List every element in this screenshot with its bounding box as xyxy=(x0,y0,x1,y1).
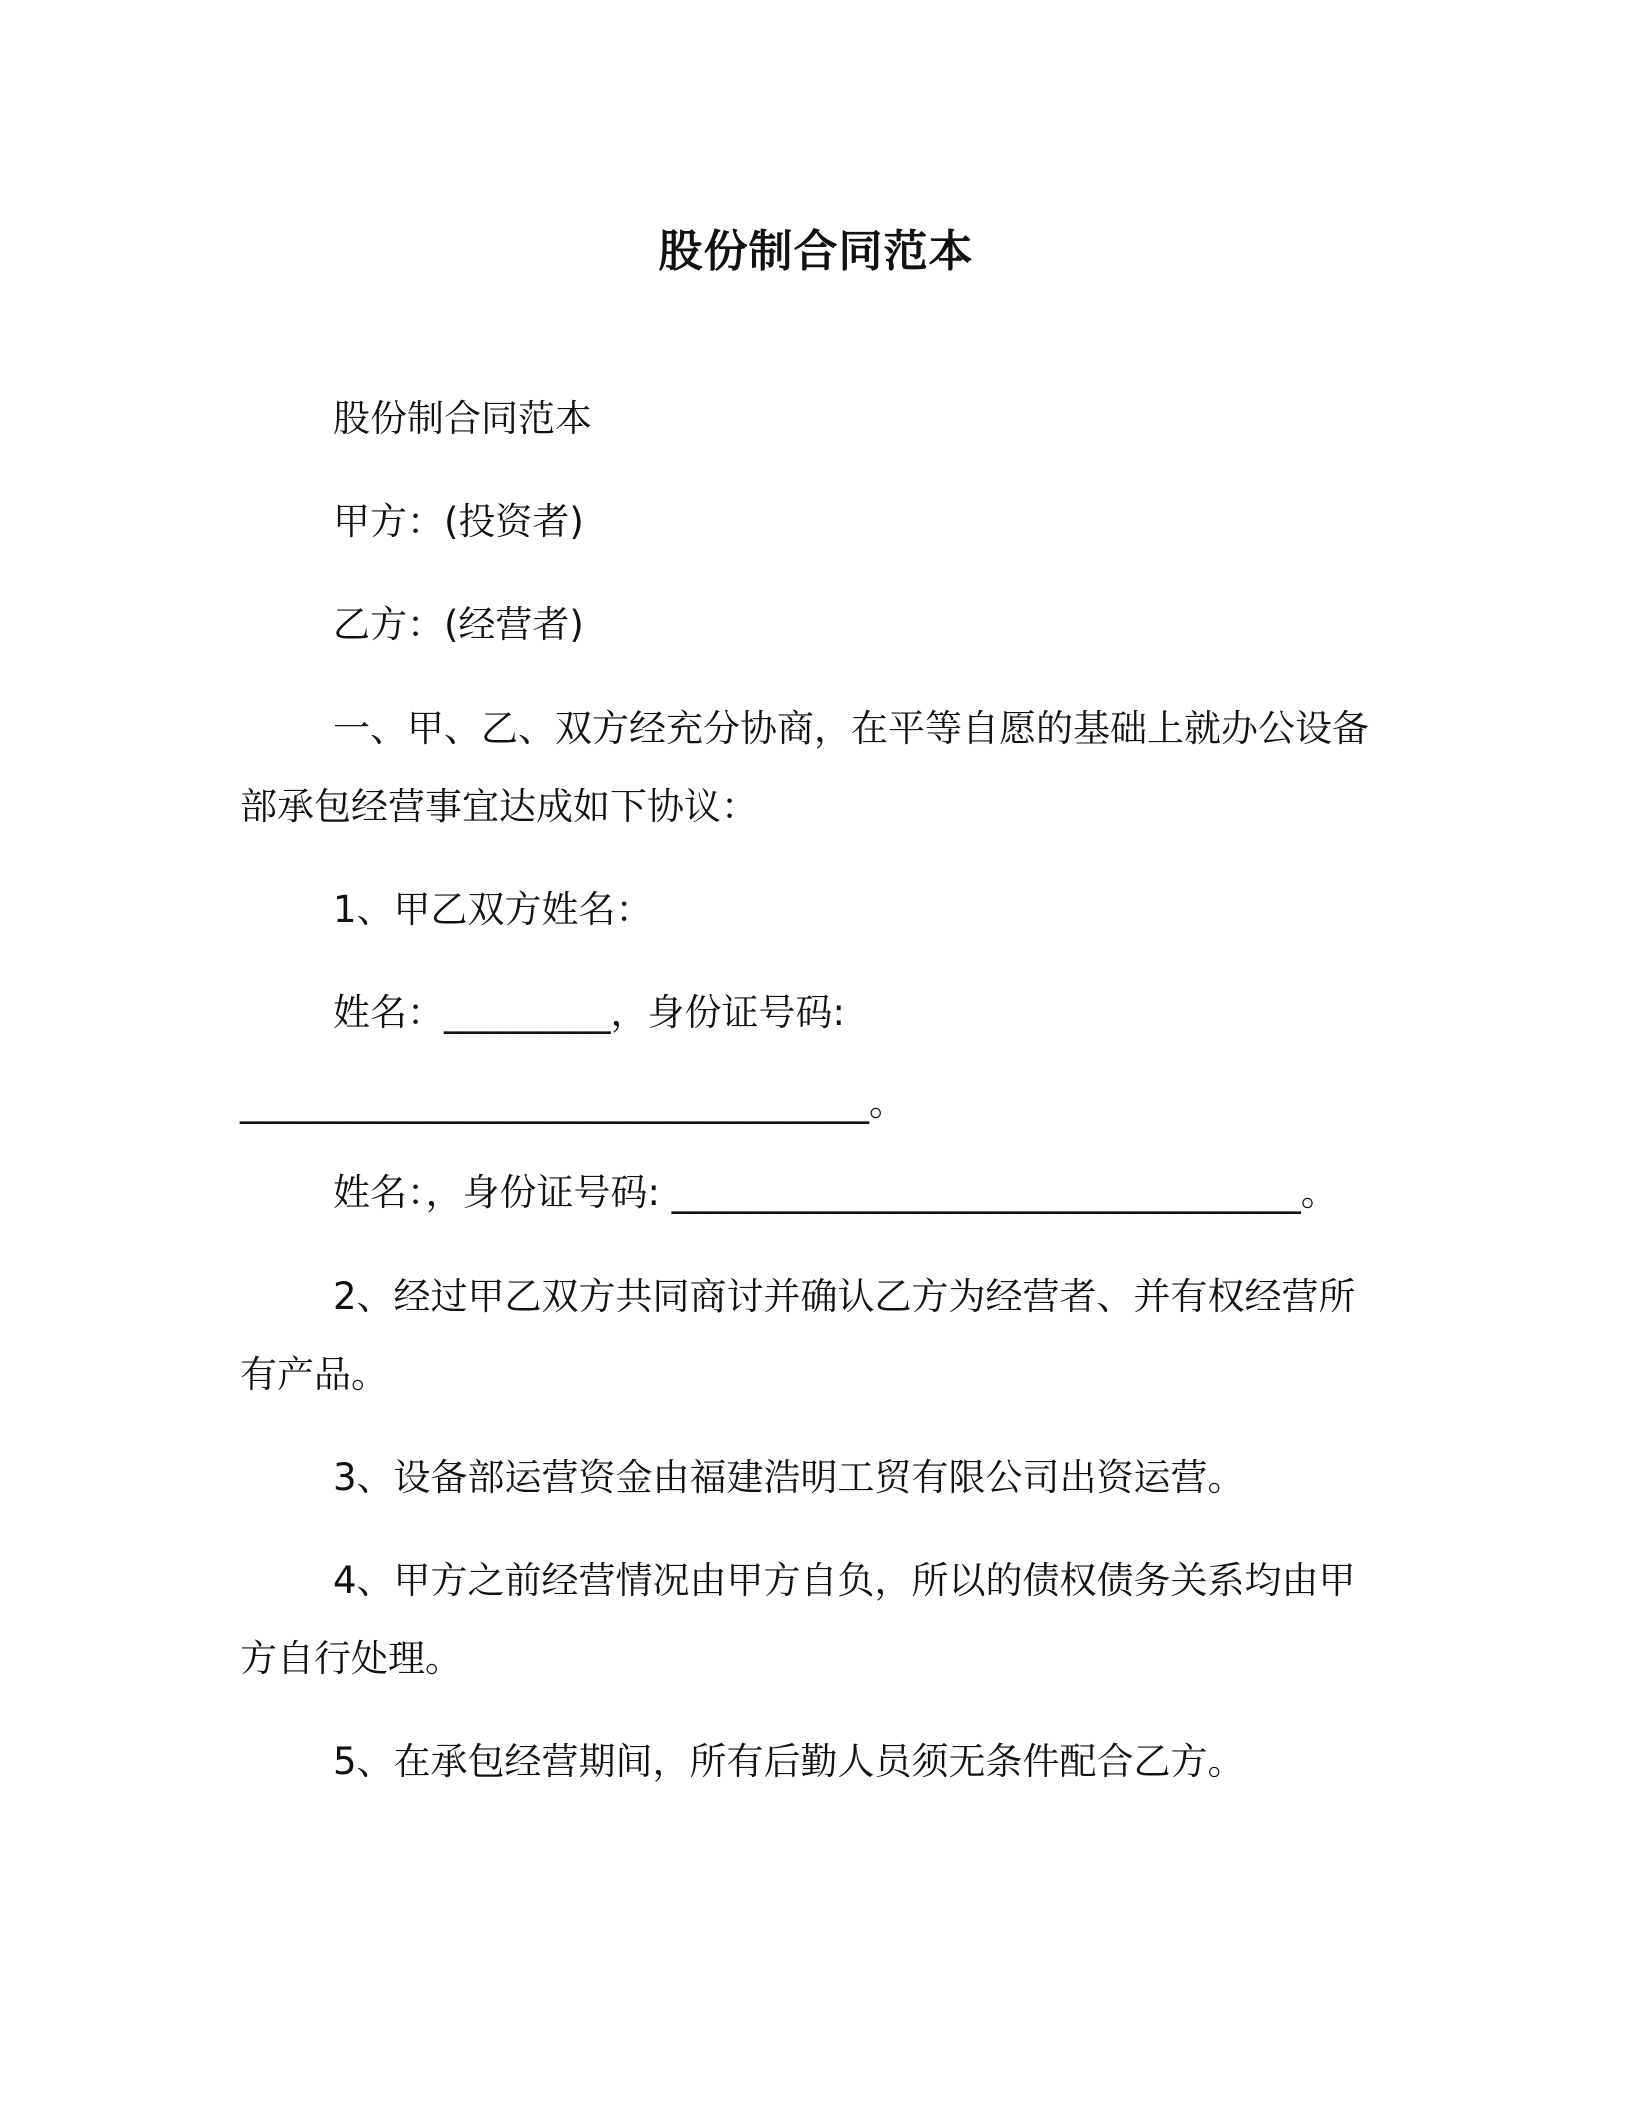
subtitle-line: 股份制合同范本 xyxy=(333,397,592,440)
party-b-line: 乙方：(经营者) xyxy=(333,603,584,646)
name-id-line-1: 姓名：_________，身份证号码: xyxy=(333,991,845,1034)
item-3-line: 3、设备部运营资金由福建浩明工贸有限公司出资运营。 xyxy=(333,1456,1245,1499)
item-4-line-2: 方自行处理。 xyxy=(240,1637,462,1680)
item-2-line-1: 2、经过甲乙双方共同商讨并确认乙方为经营者、并有权经营所 xyxy=(333,1275,1356,1318)
item-5-line: 5、在承包经营期间，所有后勤人员须无条件配合乙方。 xyxy=(333,1740,1245,1783)
item-2-line-2: 有产品。 xyxy=(240,1353,388,1396)
name-id-line-2: 姓名：，身份证号码: __________________________________。 xyxy=(333,1171,1338,1214)
party-a-line: 甲方：(投资者) xyxy=(333,500,584,543)
id-blank-line: __________________________________。 xyxy=(240,1081,906,1124)
clause-1-line-2: 部承包经营事宜达成如下协议： xyxy=(240,785,758,828)
clause-1-line-1: 一、甲、乙、双方经充分协商，在平等自愿的基础上就办公设备 xyxy=(333,707,1369,750)
item-1-heading: 1、甲乙双方姓名： xyxy=(333,888,653,931)
document-title: 股份制合同范本 xyxy=(658,226,974,277)
item-4-line-1: 4、甲方之前经营情况由甲方自负，所以的债权债务关系均由甲 xyxy=(333,1559,1356,1602)
